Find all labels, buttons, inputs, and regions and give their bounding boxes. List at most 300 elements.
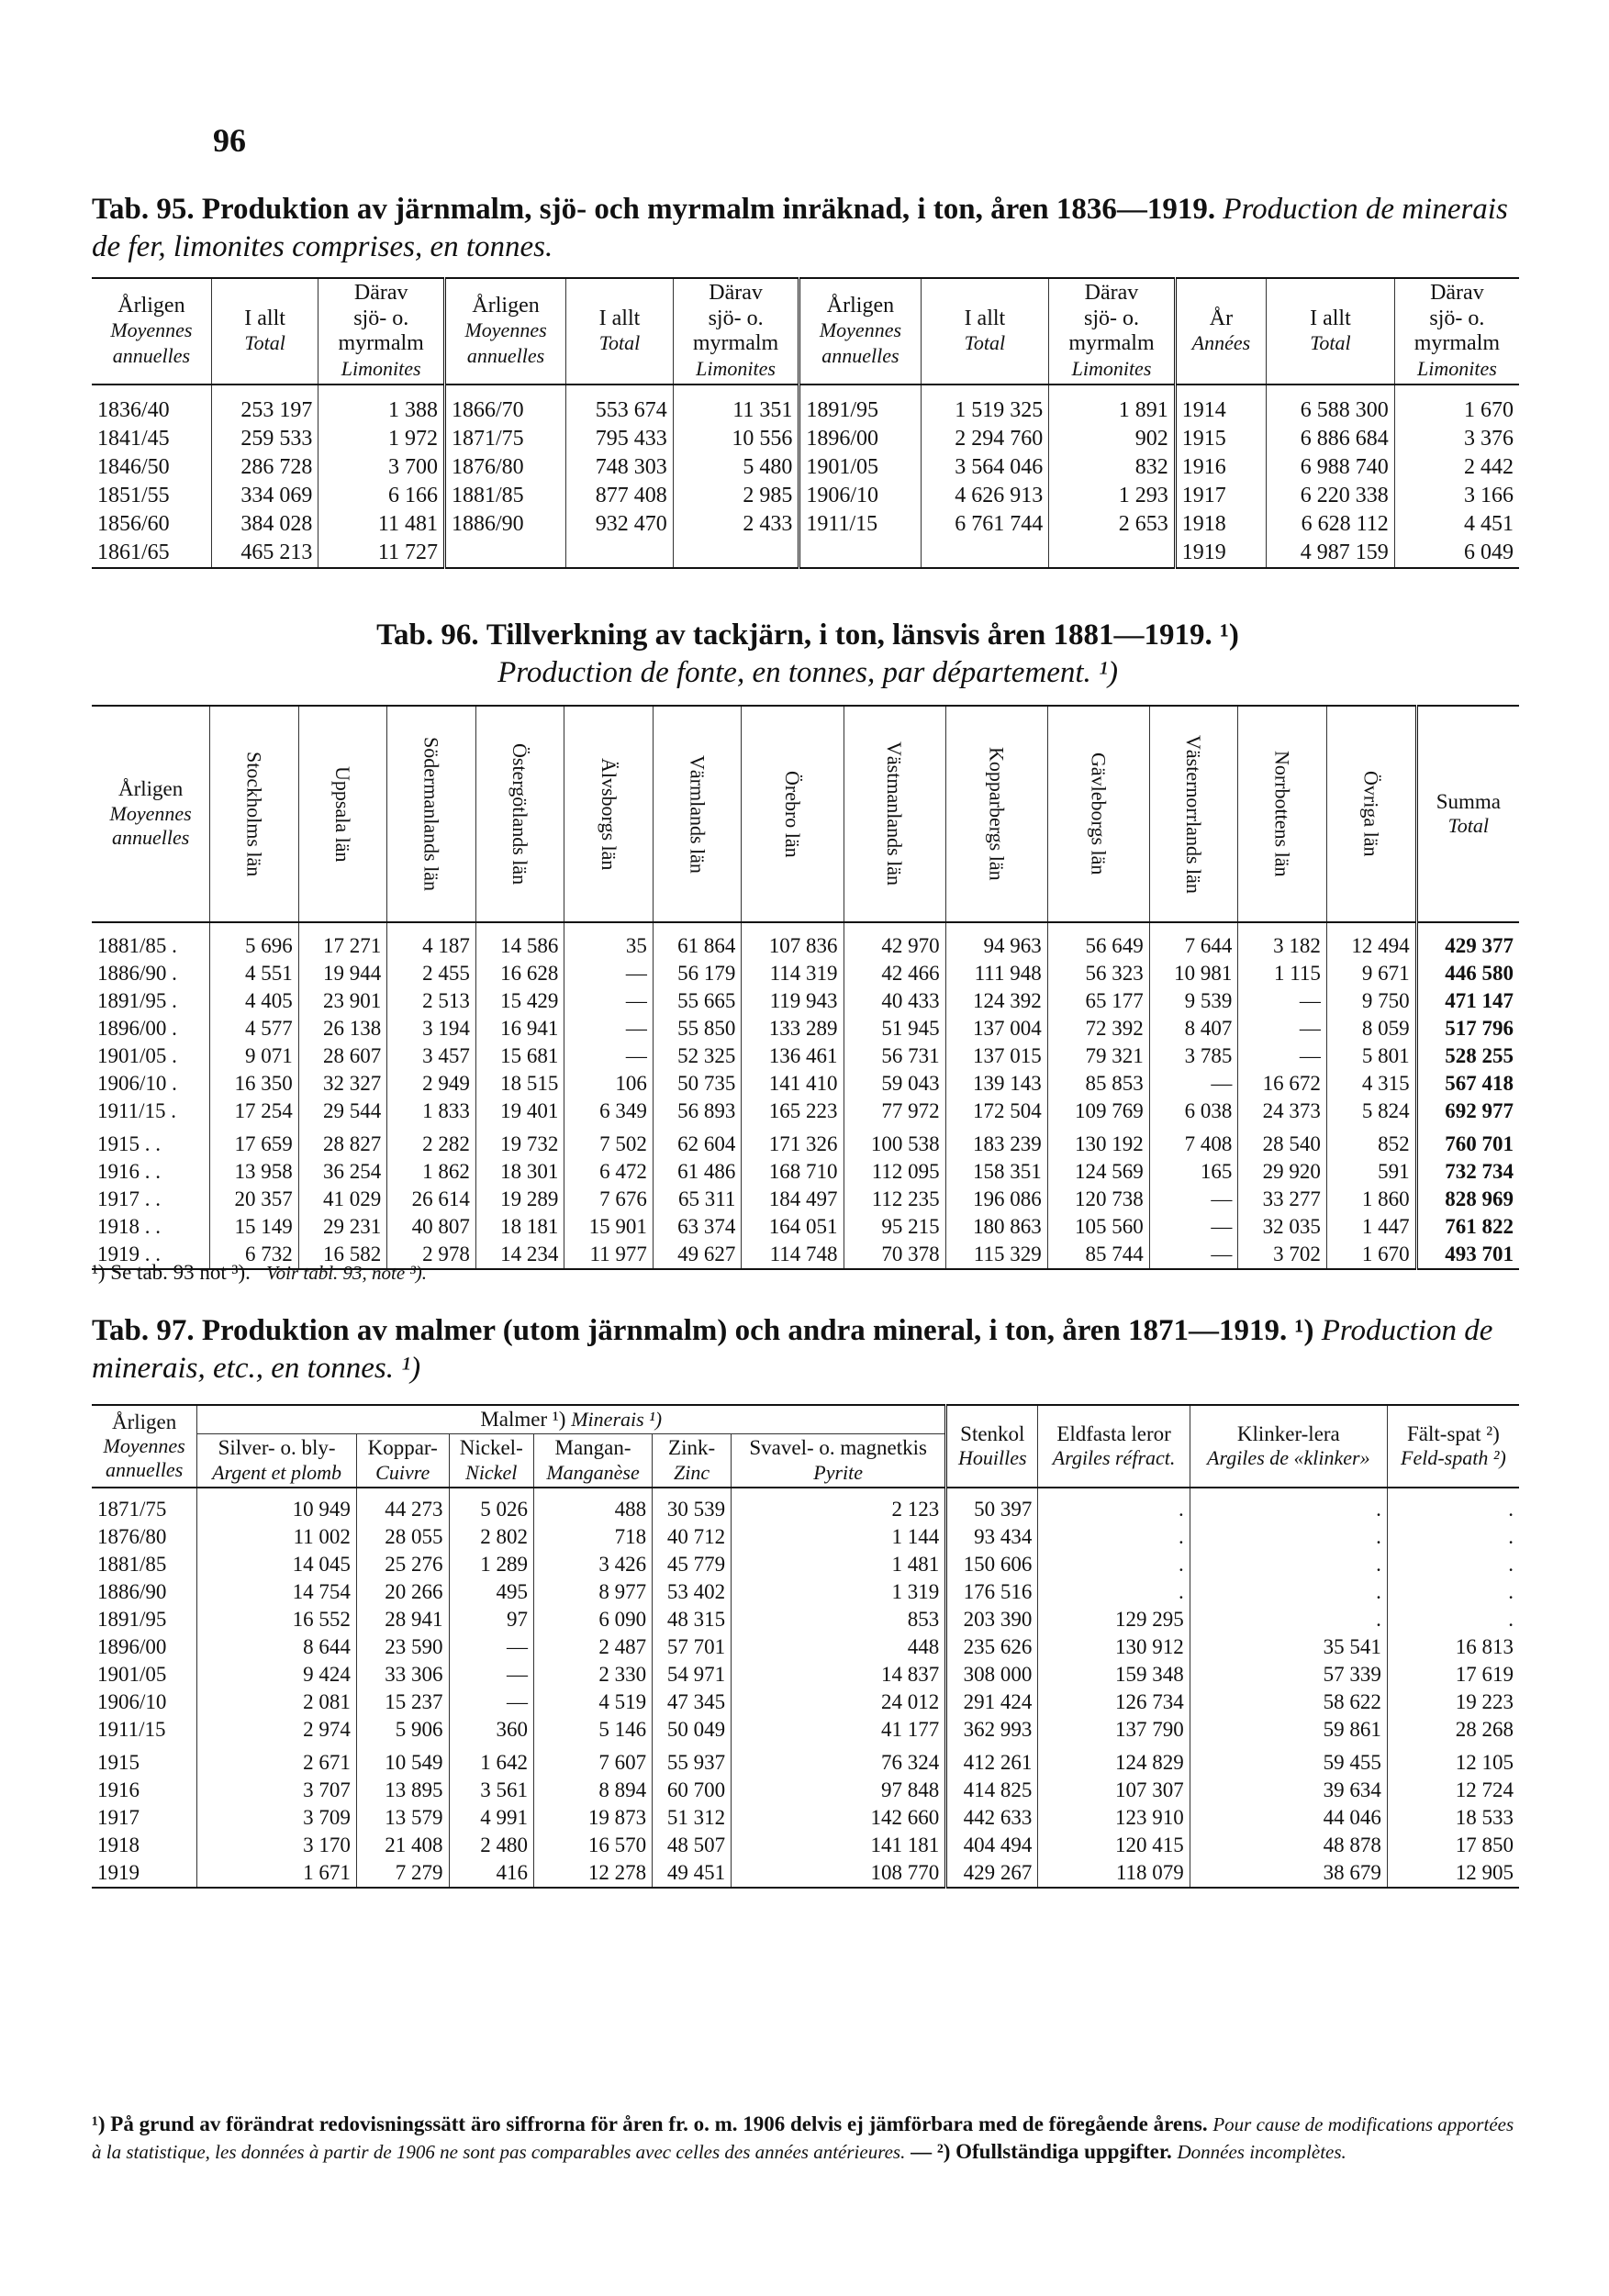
tab96-cell: 828 969 [1416, 1186, 1519, 1213]
tab95-cell: 1914 [1175, 385, 1266, 425]
tab96-cell: 85 744 [1047, 1241, 1149, 1269]
tab97-header-col [449, 1434, 533, 1488]
tab97-cell: 17 619 [1387, 1661, 1519, 1689]
tab95-cell: 11 351 [673, 385, 799, 425]
tab95-cell: 1915 [1175, 425, 1266, 453]
tab96-cell: 1916 . . [97, 1160, 161, 1183]
tab96-cell: 171 326 [742, 1125, 844, 1158]
tab96-cell: 56 893 [653, 1098, 742, 1125]
tab96-cell: 141 410 [742, 1070, 844, 1098]
tab96-header-county-label: Uppsala län [331, 765, 355, 863]
tab95-cell: 3 166 [1394, 482, 1519, 510]
tab96-cell: 9 071 [210, 1042, 299, 1070]
tab96-title-sv: Tillverkning av tackjärn, i ton, länsvis åren 1881—1919. ¹) [486, 619, 1239, 652]
tab96-cell: 56 731 [844, 1042, 945, 1070]
tab97-cell: 17 850 [1387, 1832, 1519, 1859]
tab97-cell: 2 487 [533, 1633, 652, 1661]
tab96-cell: 760 701 [1416, 1125, 1519, 1158]
tab97-cell: 159 348 [1038, 1661, 1190, 1689]
tab97-cell: 55 937 [653, 1744, 732, 1777]
tab95-cell: 6 588 300 [1267, 385, 1395, 425]
tab97-cell: 3 707 [197, 1777, 357, 1804]
tab95-header-limonite-line: Limonites [696, 356, 776, 380]
tab96-cell: 3 194 [387, 1015, 476, 1042]
tab96-cell: 18 181 [475, 1213, 564, 1241]
tab95-cell: 2 294 760 [921, 425, 1049, 453]
tab97-cell: 44 273 [356, 1488, 449, 1523]
tab97-header-col-line: Silver- o. bly- [218, 1436, 336, 1460]
tab95-header-limonite-line: myrmalm [338, 331, 424, 356]
tab97-cell: 24 012 [732, 1689, 946, 1716]
tab96-header-county [298, 706, 387, 922]
tab95-cell: 553 674 [566, 385, 674, 425]
tab97-footnote-fr1: Pour cause de modifications apportées à la statistique, les données à partir de 1906 ne sont pas comparables avec celles des années antérieures. [92, 2113, 1514, 2163]
tab97-cell: 360 [449, 1716, 533, 1744]
table-row [92, 1488, 1519, 1523]
tab96-header-county [564, 706, 654, 922]
tab95-cell: 3 700 [318, 453, 445, 482]
tab95-cell: 1 891 [1049, 385, 1176, 425]
tab97-header-col [533, 1434, 652, 1488]
tab97-cell: 118 079 [1038, 1859, 1190, 1888]
table-row [92, 1689, 1519, 1716]
tab96-cell: 1 862 [387, 1158, 476, 1186]
tab97-cell: 39 634 [1190, 1777, 1387, 1804]
tab95-cell: 1856/60 [97, 512, 170, 537]
tab97-header-col-line: Nickel- [459, 1436, 523, 1460]
tab97-cell: 414 825 [946, 1777, 1038, 1804]
tab96-cell: 15 429 [475, 987, 564, 1015]
tab97-header-col-line: Zink- [668, 1436, 716, 1460]
tab96-header-county-label: Värmlands län [686, 754, 710, 874]
tab97-cell: . [1190, 1578, 1387, 1606]
tab95-header-period-line: annuelles [112, 343, 191, 367]
tab96-cell: 41 029 [298, 1186, 387, 1213]
tab97-header-col [1387, 1405, 1519, 1488]
tab97-cell: . [1387, 1606, 1519, 1633]
tab96-cell: 168 710 [742, 1158, 844, 1186]
tab95-cell: 1871/75 [444, 425, 565, 453]
tab95-header-total-line: Total [964, 331, 1006, 355]
tab96-cell: 4 551 [210, 960, 299, 987]
tab97-header-minerais: Minerais ¹) [571, 1408, 663, 1431]
tab95-header-limonite-line: Limonites [1416, 356, 1497, 380]
tab96-header-county [475, 706, 564, 922]
tab96-cell: — [1149, 1213, 1238, 1241]
tab95-cell: 1891/95 [799, 385, 921, 425]
tab97-cell: 76 324 [732, 1744, 946, 1777]
tab95-cell: 286 728 [211, 453, 318, 482]
tab97-cell: 137 790 [1038, 1716, 1190, 1744]
tab97-cell: 6 090 [533, 1606, 652, 1633]
tab97-cell: 130 912 [1038, 1633, 1190, 1661]
tab97-cell: 291 424 [946, 1689, 1038, 1716]
tab97-cell: 129 295 [1038, 1606, 1190, 1633]
tab96-cell: 16 582 [298, 1241, 387, 1269]
tab96-cell: 692 977 [1416, 1098, 1519, 1125]
tab96-cell: 1 833 [387, 1098, 476, 1125]
tab96-cell: 2 978 [387, 1241, 476, 1269]
tab97-header-col [1190, 1405, 1387, 1488]
tab95-header-limonite-line: Därav [1430, 281, 1484, 305]
tab96-cell: 1906/10 . [97, 1072, 177, 1095]
tab96-cell: 7 408 [1149, 1125, 1238, 1158]
tab95-cell: 1861/65 [97, 541, 170, 565]
tab97-cell: 49 451 [653, 1859, 732, 1888]
tab96-cell: 112 095 [844, 1158, 945, 1186]
tab97-cell: 2 081 [197, 1689, 357, 1716]
tab96-cell: 32 327 [298, 1070, 387, 1098]
tab97-cell: 14 754 [197, 1578, 357, 1606]
tab97-cell: 1871/75 [97, 1498, 167, 1521]
tab97-cell: 12 905 [1387, 1859, 1519, 1888]
tab95-cell: 5 480 [673, 453, 799, 482]
tab97-cell: 41 177 [732, 1716, 946, 1744]
tab96-cell: 3 182 [1238, 922, 1327, 960]
tab97-cell: 50 397 [946, 1488, 1038, 1523]
tab95-header-total-line: I allt [244, 306, 285, 330]
tab97-cell: 23 590 [356, 1633, 449, 1661]
tab97-header-col-line: Manganèse [546, 1460, 640, 1484]
tab96-cell: 24 373 [1238, 1098, 1327, 1125]
tab96-cell: 23 901 [298, 987, 387, 1015]
tab97-cell: 38 679 [1190, 1859, 1387, 1888]
tab97-cell: 57 339 [1190, 1661, 1387, 1689]
table-row [92, 1804, 1519, 1832]
tab95-cell: 748 303 [566, 453, 674, 482]
tab97-cell: 442 633 [946, 1804, 1038, 1832]
tab97-cell: 2 330 [533, 1661, 652, 1689]
tab95-title-fr: Production de minerais de fer, limonites comprises, en tonnes. [92, 193, 1508, 264]
table-row [92, 1832, 1519, 1859]
table-row [92, 1015, 1519, 1042]
tab95-cell: 6 220 338 [1267, 482, 1395, 510]
tab96-cell: 107 836 [742, 922, 844, 960]
tab95-cell: 6 886 684 [1267, 425, 1395, 453]
tab96-cell: — [564, 1042, 654, 1070]
tab96-cell: 5 824 [1326, 1098, 1416, 1125]
tab96-cell: 1886/90 . [97, 962, 177, 985]
tab97-cell: 48 507 [653, 1832, 732, 1859]
tab96-header-period-line: annuelles [111, 826, 190, 850]
tab95-cell: 1 519 325 [921, 385, 1049, 425]
table-row [92, 1158, 1519, 1186]
tab97-cell: 1 144 [732, 1523, 946, 1551]
tab97-cell: 3 709 [197, 1804, 357, 1832]
tab96-cell: 17 659 [210, 1125, 299, 1158]
tab96-cell: 5 801 [1326, 1042, 1416, 1070]
tab96-cell: 56 649 [1047, 922, 1149, 960]
tab97-header-col [197, 1434, 357, 1488]
tab96-cell: 7 502 [564, 1125, 654, 1158]
table-row [92, 987, 1519, 1015]
tab96-cell: 29 920 [1238, 1158, 1327, 1186]
page-number: 96 [213, 122, 246, 159]
tab97-cell: 47 345 [653, 1689, 732, 1716]
tab96-cell: 517 796 [1416, 1015, 1519, 1042]
tab96-cell: 1 447 [1326, 1213, 1416, 1241]
tab97-header-col-line: Argiles de «klinker» [1207, 1446, 1370, 1470]
tab96-cell: 6 732 [210, 1241, 299, 1269]
tab96-cell: 19 732 [475, 1125, 564, 1158]
tab96-cell: 59 043 [844, 1070, 945, 1098]
tab97-footnote-sv1: ¹) På grund av förändrat redovisningssätt äro siffrorna för åren fr. o. m. 1906 delvis ej jämförbara med de föregående årens. [92, 2112, 1208, 2135]
tab95-cell: 1886/90 [444, 510, 565, 539]
tab95-header-year [1175, 278, 1266, 385]
tab95-header-limonite-line: myrmalm [692, 331, 779, 356]
tab95-cell: 2 442 [1394, 453, 1519, 482]
tab97-cell: 5 906 [356, 1716, 449, 1744]
tab96-cell: 112 235 [844, 1186, 945, 1213]
table-row [92, 1777, 1519, 1804]
tab96-cell: 100 538 [844, 1125, 945, 1158]
tab95-cell: 1846/50 [97, 455, 170, 480]
tab96-title [92, 617, 1524, 693]
tab96-cell: 6 038 [1149, 1098, 1238, 1125]
tab97-cell: 416 [449, 1859, 533, 1888]
table-row [92, 922, 1519, 960]
tab95-cell: 4 987 159 [1267, 539, 1395, 568]
tab97-title-sv: Produktion av malmer (utom järnmalm) och andra mineral, i ton, åren 1871—1919. ¹) [201, 1314, 1314, 1347]
tab97-cell: 28 268 [1387, 1716, 1519, 1744]
tab96-cell: 26 614 [387, 1186, 476, 1213]
tab95-cell: 902 [1049, 425, 1176, 453]
tab95-cell: 877 408 [566, 482, 674, 510]
tab96-cell: 55 850 [653, 1015, 742, 1042]
tab96-cell: — [1149, 1070, 1238, 1098]
tab96-cell: 16 350 [210, 1070, 299, 1098]
tab96-cell: 5 696 [210, 922, 299, 960]
tab97-header-col-line: Nickel [465, 1460, 518, 1484]
tab96-cell: 3 457 [387, 1042, 476, 1070]
tab96-cell: 1917 . . [97, 1187, 161, 1210]
tab95-header-period-line: Årligen [472, 293, 540, 318]
tab95-header-limonite-line: sjö- o. [353, 306, 409, 330]
tab96-cell: 19 289 [475, 1186, 564, 1213]
tab97-cell: 35 541 [1190, 1633, 1387, 1661]
tab97-header-col-line: Koppar- [367, 1436, 438, 1460]
tab96-cell: 29 231 [298, 1213, 387, 1241]
tab96-header-county [387, 706, 476, 922]
tab97-cell: 10 549 [356, 1744, 449, 1777]
tab96-cell: 26 138 [298, 1015, 387, 1042]
tab97-cell: 1876/80 [97, 1525, 167, 1549]
table-row [92, 1186, 1519, 1213]
tab95-cell: 3 564 046 [921, 453, 1049, 482]
tab95-header-limonite-line: sjö- o. [1429, 306, 1485, 330]
tab96-cell: 85 853 [1047, 1070, 1149, 1098]
tab97-cell: 53 402 [653, 1578, 732, 1606]
tab97-cell: 4 519 [533, 1689, 652, 1716]
tab97-cell: 12 724 [1387, 1777, 1519, 1804]
tab97-cell: 235 626 [946, 1633, 1038, 1661]
tab96-header-county [742, 706, 844, 922]
tab95-cell: 1876/80 [444, 453, 565, 482]
tab96-cell: 40 807 [387, 1213, 476, 1241]
tab97-cell: 3 561 [449, 1777, 533, 1804]
tab97-cell: . [1038, 1551, 1190, 1578]
tab95-header-limonite-line: myrmalm [1068, 331, 1155, 356]
tab97-cell: 1 481 [732, 1551, 946, 1578]
tab97-cell: 13 579 [356, 1804, 449, 1832]
tab97-cell: 488 [533, 1488, 652, 1523]
tab95-header-total-line: I allt [964, 306, 1006, 330]
tab97-cell: . [1038, 1488, 1190, 1523]
tab96-label: Tab. 96. [376, 619, 479, 652]
tab97-cell: 11 002 [197, 1523, 357, 1551]
tab96-cell: 2 513 [387, 987, 476, 1015]
tab97-cell: 21 408 [356, 1832, 449, 1859]
tab97-header-period-line: Årligen [111, 1410, 177, 1433]
tab96-cell: 28 607 [298, 1042, 387, 1070]
tab96-header-county-label: Kopparbergs län [985, 747, 1009, 881]
tab96-cell: — [564, 1015, 654, 1042]
tab97-cell: 25 276 [356, 1551, 449, 1578]
tab96-cell: 32 035 [1238, 1213, 1327, 1241]
table-row [92, 1661, 1519, 1689]
tab96-header-county [210, 706, 299, 922]
tab97-cell: 1901/05 [97, 1663, 167, 1687]
table-row [92, 1578, 1519, 1606]
table-row [92, 1716, 1519, 1744]
tab97-table [92, 1404, 1519, 1889]
tab97-cell: 1886/90 [97, 1580, 167, 1604]
tab96-cell: 183 239 [945, 1125, 1047, 1158]
tab97-cell: 108 770 [732, 1859, 946, 1888]
tab96-cell: 1918 . . [97, 1215, 161, 1238]
tab95-cell: 1901/05 [799, 453, 921, 482]
tab97-cell: 123 910 [1038, 1804, 1190, 1832]
tab96-cell: 49 627 [653, 1241, 742, 1269]
tab97-header-malmer: Malmer ¹) [480, 1408, 566, 1431]
tab97-cell: 8 644 [197, 1633, 357, 1661]
tab97-header-col-line: Klinker-lera [1236, 1421, 1340, 1445]
tab96-cell: 3 702 [1238, 1241, 1327, 1269]
tab96-cell: 1 115 [1238, 960, 1327, 987]
tab96-cell: — [1238, 987, 1327, 1015]
tab97-header-col-line: Houilles [958, 1446, 1027, 1470]
tab97-cell: — [449, 1661, 533, 1689]
tab97-cell: 20 266 [356, 1578, 449, 1606]
tab95-header-limonite-line: Därav [709, 281, 763, 305]
tab96-cell: 1915 . . [97, 1132, 161, 1155]
tab96-cell: 16 672 [1238, 1070, 1327, 1098]
tab96-cell: 1 860 [1326, 1186, 1416, 1213]
tab97-cell: 429 267 [946, 1859, 1038, 1888]
tab96-header-period [92, 706, 210, 922]
tab96-cell: 14 586 [475, 922, 564, 960]
tab97-cell: 7 607 [533, 1744, 652, 1777]
tab95-cell: 334 069 [211, 482, 318, 510]
tab95-header-period-line: Moyennes [819, 318, 902, 342]
tab96-cell: 16 628 [475, 960, 564, 987]
tab96-cell: 165 [1149, 1158, 1238, 1186]
table-row [92, 385, 1519, 425]
tab96-cell: 120 738 [1047, 1186, 1149, 1213]
tab96-cell: 72 392 [1047, 1015, 1149, 1042]
tab95-header-period [799, 278, 921, 385]
tab96-footnote [92, 1259, 1524, 1287]
tab96-cell: 105 560 [1047, 1213, 1149, 1241]
tab95-cell: 1841/45 [97, 427, 170, 451]
tab96-cell: 130 192 [1047, 1125, 1149, 1158]
tab97-cell: 12 105 [1387, 1744, 1519, 1777]
tab97-header-row [92, 1405, 1519, 1434]
tab97-cell: 1 642 [449, 1744, 533, 1777]
tab97-cell: 126 734 [1038, 1689, 1190, 1716]
tab97-header-col-line: Pyrite [813, 1460, 864, 1484]
table-row [92, 1523, 1519, 1551]
tab95-cell [1049, 539, 1176, 568]
tab97-cell: 1891/95 [97, 1608, 167, 1632]
tab96-header-period-line: Årligen [117, 777, 184, 801]
tab96-cell: 136 461 [742, 1042, 844, 1070]
tab96-cell: — [1149, 1241, 1238, 1269]
tab95-cell: 832 [1049, 453, 1176, 482]
tab96-cell: 9 671 [1326, 960, 1416, 987]
tab96-cell: 133 289 [742, 1015, 844, 1042]
tab97-title-fr: Production de minerais, etc., en tonnes. ¹) [92, 1314, 1493, 1386]
tab96-cell: 61 864 [653, 922, 742, 960]
tab96-cell: 79 321 [1047, 1042, 1149, 1070]
tab96-cell: 446 580 [1416, 960, 1519, 987]
tab96-header-county-label: Övriga län [1359, 771, 1383, 857]
tab96-header-total [1416, 706, 1519, 922]
tab97-header-col-line: Cuivre [375, 1460, 430, 1484]
tab96-header-county [1047, 706, 1149, 922]
tab96-header-county-label: Södermanlands län [419, 736, 443, 892]
table-row [92, 1633, 1519, 1661]
tab96-cell: 95 215 [844, 1213, 945, 1241]
tab96-header-county-label: Älvsborgs län [597, 757, 620, 871]
tab97-cell: . [1190, 1551, 1387, 1578]
tab95-cell: 1896/00 [799, 425, 921, 453]
tab97-cell: — [449, 1633, 533, 1661]
tab97-cell: 2 671 [197, 1744, 357, 1777]
tab95-header-limonite-line: Därav [1084, 281, 1139, 305]
tab97-header-col-line: Stenkol [960, 1421, 1025, 1445]
tab96-cell: 15 901 [564, 1213, 654, 1241]
tab97-header-col-line: Svavel- o. magnetkis [749, 1436, 927, 1460]
tab95-header-period [92, 278, 211, 385]
tab96-cell: 62 604 [653, 1125, 742, 1158]
tab96-cell: 50 735 [653, 1070, 742, 1098]
tab95-cell [673, 539, 799, 568]
tab97-cell: 1881/85 [97, 1553, 167, 1577]
tab96-cell: 14 234 [475, 1241, 564, 1269]
tab96-cell: 2 949 [387, 1070, 476, 1098]
table-row [92, 1125, 1519, 1158]
tab96-header-county-label: Västmanlands län [883, 741, 907, 886]
tab96-header-county-label: Norrbottens län [1270, 751, 1294, 877]
tab96-cell: 115 329 [945, 1241, 1047, 1269]
tab97-cell: 19 873 [533, 1804, 652, 1832]
tab95-cell: 11 481 [318, 510, 445, 539]
tab97-cell: 13 895 [356, 1777, 449, 1804]
tab95-header-limonite [318, 278, 445, 385]
tab96-cell: 591 [1326, 1158, 1416, 1186]
tab97-header-col-line: Fält-spat ²) [1407, 1421, 1500, 1445]
tab96-cell: 196 086 [945, 1186, 1047, 1213]
tab95-header-period-line: Moyennes [464, 318, 547, 342]
tab97-cell: . [1190, 1606, 1387, 1633]
tab97-cell: 45 779 [653, 1551, 732, 1578]
tab96-cell: 164 051 [742, 1213, 844, 1241]
tab97-cell: 2 974 [197, 1716, 357, 1744]
tab96-cell: 137 015 [945, 1042, 1047, 1070]
tab95-cell: 1917 [1175, 482, 1266, 510]
tab96-header-county [1149, 706, 1238, 922]
